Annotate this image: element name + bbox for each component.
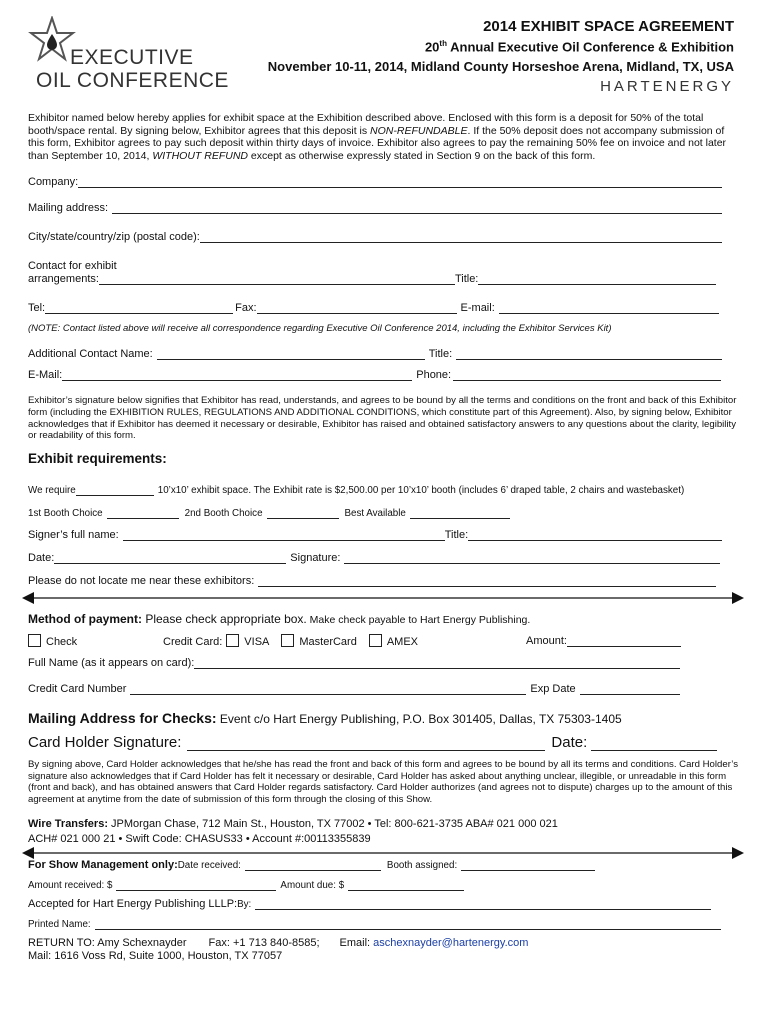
- city-field[interactable]: [200, 231, 722, 243]
- signer-row: [28, 529, 722, 541]
- exp-label: Exp Date: [530, 683, 576, 695]
- credit-card-label: Credit Card:: [163, 636, 223, 648]
- cc-number-label: Credit Card Number: [28, 683, 127, 695]
- card-holder-sig-field[interactable]: [187, 737, 545, 751]
- addl-contact-field[interactable]: [157, 348, 425, 360]
- checks-address: Event c/o Hart Energy Publishing, P.O. Box 301405, Dallas, TX 75303-1405: [216, 712, 622, 726]
- contact-label-1: Contact for exhibit: [28, 260, 117, 272]
- second-choice-field[interactable]: [267, 507, 339, 519]
- require-row: [28, 484, 684, 496]
- wire-details-1: JPMorgan Chase, 712 Main St., Houston, TX 77002 • Tel: 800-621-3735 ABA# 021 000 021: [108, 818, 558, 830]
- amount-received-field[interactable]: [116, 879, 276, 891]
- return-fax: Fax: +1 713 840-8585;: [208, 937, 320, 949]
- star-drop-icon: [28, 16, 76, 64]
- signer-label: Signer’s full name:: [28, 529, 119, 541]
- amount-due-label: Amount due: $: [280, 880, 345, 891]
- card-holder-sig-row: [28, 734, 717, 751]
- contact-title-field[interactable]: [478, 273, 716, 285]
- check-checkbox[interactable]: [28, 634, 41, 647]
- addl-email-field[interactable]: [62, 369, 412, 381]
- full-name-row: [28, 657, 680, 669]
- company-label: Company:: [28, 176, 79, 188]
- wire-details-2: ACH# 021 000 21 • Swift Code: CHASUS33 • Account #:00113355839: [28, 833, 371, 845]
- checks-heading-row: [28, 710, 622, 728]
- signature-paragraph: Exhibitor’s signature below signifies that Exhibitor has read, understands, and agrees to be bound by all the terms and conditions on the front and back of this Exhibitor form (including the EXHIBITION RULES, REGULATIONS AND ADDITIONAL CONDITIONS, which constitute part of this Agreement). Also, by signing below, Exhibitor acknowledges that if Exhibitor has deemed it necessary or desirable, Exhibitor has raised and obtained satisfactory answers to any questions about the clarity, legibility or readability of this form.: [28, 395, 737, 442]
- subtitle-rest: Annual Executive Oil Conference & Exhibition: [446, 39, 734, 55]
- exhibit-heading: Exhibit requirements:: [28, 451, 167, 466]
- addl-title-field[interactable]: [456, 348, 722, 360]
- contact-row: [28, 273, 716, 285]
- not-near-label: Please do not locate me near these exhibitors:: [28, 575, 255, 587]
- first-choice-field[interactable]: [107, 507, 179, 519]
- amount-received-row: [28, 879, 464, 891]
- subtitle-ordinal: 20: [424, 39, 440, 55]
- cut-line-divider: [22, 592, 744, 604]
- amount-label: Amount:: [526, 635, 567, 647]
- tel-field[interactable]: [45, 302, 233, 314]
- checks-heading: Mailing Address for Checks:: [28, 710, 217, 726]
- cc-number-field[interactable]: [130, 683, 526, 695]
- payment-heading-rest: Please check appropriate box.: [142, 612, 307, 626]
- accepted-row: [28, 898, 711, 910]
- company-field[interactable]: [78, 176, 722, 188]
- amex-checkbox[interactable]: [369, 634, 382, 647]
- date-received-label: Date received:: [177, 860, 241, 871]
- hart-energy-brand: HARTENERGY: [600, 78, 734, 95]
- email-link[interactable]: aschexnayder@hartenergy.com: [373, 937, 529, 949]
- check-label: Check: [46, 636, 78, 648]
- management-label: For Show Management only:: [28, 859, 178, 871]
- intro-without-refund: WITHOUT REFUND: [152, 149, 248, 162]
- not-near-row: [28, 575, 716, 587]
- require-field[interactable]: [76, 484, 154, 496]
- full-name-label: Full Name (as it appears on card):: [28, 657, 195, 669]
- amount-field[interactable]: [567, 635, 681, 647]
- amex-label: AMEX: [386, 636, 419, 648]
- email-prefix: Email:: [339, 937, 374, 949]
- management-row: [28, 859, 595, 871]
- visa-checkbox[interactable]: [226, 634, 239, 647]
- require-pre-label: We require: [28, 485, 76, 496]
- addl-phone-field[interactable]: [453, 369, 721, 381]
- return-to: RETURN TO: Amy Schexnayder: [28, 937, 187, 949]
- payment-heading-small: Make check payable to Hart Energy Publishing.: [306, 614, 531, 626]
- addl-title-label: Title:: [428, 348, 453, 360]
- mastercard-label: MasterCard: [299, 636, 357, 648]
- subtitle-sup: th: [439, 39, 447, 48]
- addl-contact-label: Additional Contact Name:: [28, 348, 153, 360]
- second-choice-label: 2nd Booth Choice: [184, 508, 263, 519]
- wire-line-1: [28, 818, 558, 830]
- card-holder-date-label: Date:: [551, 734, 588, 751]
- contact-title-label: Title:: [454, 273, 479, 285]
- accepted-by-field[interactable]: [255, 898, 711, 910]
- signer-title-field[interactable]: [468, 529, 722, 541]
- mailing-label: Mailing address:: [28, 202, 109, 214]
- by-label: By:: [237, 899, 252, 910]
- intro-nonrefundable: NON-REFUNDABLE: [370, 124, 468, 137]
- addl-email-label: E-Mail:: [28, 369, 63, 381]
- mastercard-checkbox[interactable]: [281, 634, 294, 647]
- email-field[interactable]: [499, 302, 719, 314]
- footer-return-row: [28, 937, 528, 949]
- printed-name-field[interactable]: [95, 918, 721, 930]
- addl-contact-row: [28, 348, 722, 360]
- signature-label: Signature:: [290, 552, 341, 564]
- first-choice-label: 1st Booth Choice: [28, 508, 103, 519]
- addl-email-row: [28, 369, 721, 381]
- amount-received-label: Amount received: $: [28, 880, 113, 891]
- amount-due-field[interactable]: [348, 879, 464, 891]
- intro-paragraph: [28, 112, 740, 162]
- date-field[interactable]: [54, 552, 286, 564]
- addl-phone-label: Phone:: [416, 369, 452, 381]
- printed-name-label: Printed Name:: [28, 919, 91, 930]
- email-label: E-mail:: [460, 302, 495, 314]
- contact-label-2: arrangements:: [28, 273, 99, 285]
- payment-heading-label: Method of payment:: [28, 612, 142, 626]
- signer-field[interactable]: [123, 529, 445, 541]
- intro-text-3: except as otherwise expressly stated in Section 9 on the back of this form.: [248, 149, 596, 162]
- accepted-label: Accepted for Hart Energy Publishing LLLP:: [28, 898, 238, 910]
- date-received-field[interactable]: [245, 859, 381, 871]
- signer-title-label: Title:: [444, 529, 469, 541]
- printed-name-row: [28, 918, 721, 930]
- tel-label: Tel:: [28, 302, 46, 314]
- contact-note: (NOTE: Contact listed above will receive all correspondence regarding Executive Oil Conference 2014, including the Exhibitor Services Kit): [28, 323, 612, 334]
- page-title: 2014 EXHIBIT SPACE AGREEMENT: [483, 18, 734, 35]
- footer-mail: Mail: 1616 Voss Rd, Suite 1000, Houston, TX 77057: [28, 950, 283, 962]
- city-label: City/state/country/zip (postal code):: [28, 231, 200, 243]
- amount-row: [526, 635, 681, 647]
- intro-text-1: Exhibitor named below hereby applies for exhibit space at the Exhibition described above. Enclosed with this form is a deposit for 50% of the total booth/space rental. By signing below, Exhibitor agrees that this deposit is: [28, 112, 704, 137]
- best-available-field[interactable]: [410, 507, 510, 519]
- logo-text-oil-conference: OIL CONFERENCE: [36, 69, 229, 92]
- cut-line-divider-2: [22, 847, 744, 859]
- date-signature-row: [28, 552, 720, 564]
- visa-label: VISA: [244, 636, 270, 648]
- require-post-label: 10’x10’ exhibit space. The Exhibit rate is $2,500.00 per 10’x10’ booth (includes 6’ draped table, 2 chairs and wastebasket): [157, 485, 685, 496]
- intro-text-2: . If the 50% deposit does not accompany submission of this form, Exhibitor agrees to pay such deposit within thirty days of invoice. Exhibitor also agrees to pay the remaining 50% fee on invoice and not later than September 10, 2014,: [28, 124, 727, 162]
- conference-subtitle: [425, 39, 734, 54]
- fax-field[interactable]: [257, 302, 457, 314]
- logo-text-executive: EXECUTIVE: [70, 46, 194, 69]
- booth-assigned-field[interactable]: [461, 859, 595, 871]
- wire-label: Wire Transfers:: [28, 818, 108, 830]
- card-holder-sig-label: Card Holder Signature:: [28, 734, 182, 751]
- fax-label: Fax:: [235, 302, 257, 314]
- mailing-field[interactable]: [112, 202, 722, 214]
- exp-field[interactable]: [580, 683, 680, 695]
- date-label: Date:: [28, 552, 55, 564]
- date-location: November 10-11, 2014, Midland County Horseshoe Arena, Midland, TX, USA: [267, 59, 734, 74]
- full-name-field[interactable]: [194, 657, 680, 669]
- mailing-row: [28, 202, 722, 214]
- company-row: [28, 176, 722, 188]
- payment-heading: [28, 612, 530, 626]
- contact-field[interactable]: [99, 273, 455, 285]
- payment-options-row: [28, 634, 77, 648]
- card-holder-paragraph: By signing above, Card Holder acknowledges that he/she has read the front and back of this form and agrees to be bound by all its terms and conditions. Card Holder’s signature also acknowledges that if Card Holder has felt it necessary or desirable, Card Holder has asked about anything unclear, illegible, or unreadable in this form (front and back), and has obtained answers that Card Holder regards satisfactory. Card Holder authorizes (and agrees not to dispute) charges up to the amount of this agreement at anytime from the date of submission of this form through the closing of this Show.: [28, 759, 738, 805]
- conference-logo: [28, 16, 229, 96]
- cc-number-row: [28, 683, 680, 695]
- not-near-field[interactable]: [258, 575, 716, 587]
- card-holder-date-field[interactable]: [591, 737, 717, 751]
- city-row: [28, 231, 722, 243]
- credit-card-options: [163, 634, 418, 648]
- tel-row: [28, 302, 719, 314]
- booth-assigned-label: Booth assigned:: [386, 860, 458, 871]
- signature-field[interactable]: [344, 552, 720, 564]
- best-available-label: Best Available: [344, 508, 406, 519]
- booth-choice-row: [28, 507, 510, 519]
